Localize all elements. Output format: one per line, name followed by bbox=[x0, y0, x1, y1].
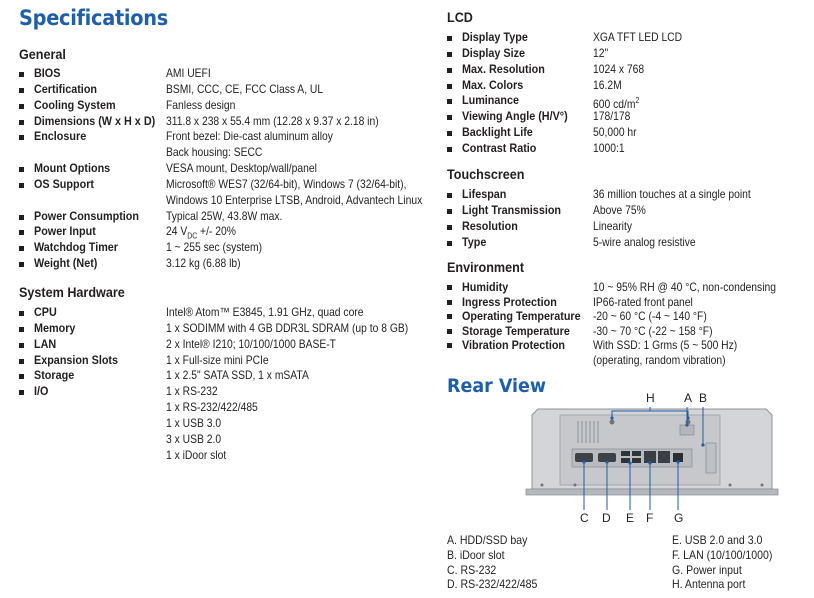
spec-value: 1024 x 768 bbox=[593, 61, 645, 76]
spec-label: Mount Options bbox=[34, 161, 111, 176]
spec-row bbox=[447, 203, 807, 219]
spec-row bbox=[447, 187, 807, 203]
bullet-icon bbox=[19, 183, 24, 188]
bullet-icon bbox=[19, 230, 24, 235]
spec-row bbox=[447, 280, 807, 295]
bullet-icon bbox=[19, 311, 24, 316]
spec-row bbox=[19, 98, 439, 114]
spec-value: 2 x Intel® I210; 10/100/1000 BASE-T bbox=[166, 336, 336, 351]
spec-row bbox=[447, 46, 807, 62]
spec-row bbox=[19, 224, 439, 240]
lcd-heading: LCD bbox=[447, 9, 473, 25]
callout-c: C bbox=[580, 511, 589, 525]
spec-label: Power Input bbox=[34, 224, 96, 239]
spec-row bbox=[447, 219, 807, 235]
spec-value: 50,000 hr bbox=[593, 125, 637, 140]
spec-row bbox=[19, 129, 439, 161]
spec-label: Power Consumption bbox=[34, 208, 140, 223]
spec-label: Expansion Slots bbox=[34, 352, 119, 367]
spec-value: 12" bbox=[593, 45, 609, 60]
spec-value: 36 million touches at a single point bbox=[593, 187, 751, 201]
spec-value: 1 x RS-232 1 x RS-232/422/485 1 x USB 3.0 3 x USB 2.0 1 x iDoor slot bbox=[166, 384, 258, 462]
spec-label: Light Transmission bbox=[462, 202, 562, 217]
screw bbox=[574, 484, 577, 487]
spec-value: Front bezel: Die-cast aluminum alloy Back housing: SECC bbox=[166, 129, 333, 160]
bullet-icon bbox=[19, 262, 24, 267]
bullet-icon bbox=[447, 131, 452, 136]
bullet-icon bbox=[447, 285, 452, 290]
spec-value: Microsoft® WES7 (32/64-bit), Windows 7 (32/64-bit), Windows 10 Enterprise LTSB, Android, Advantech Linux bbox=[166, 176, 423, 207]
spec-label: Luminance bbox=[462, 93, 520, 108]
spec-row bbox=[447, 338, 807, 367]
spec-value: Typical 25W, 43.8W max. bbox=[166, 208, 283, 223]
bullet-icon bbox=[19, 374, 24, 379]
spec-row bbox=[19, 321, 439, 337]
spec-value: VESA mount, Desktop/wall/panel bbox=[166, 161, 317, 176]
bullet-icon bbox=[447, 115, 452, 120]
spec-label: BIOS bbox=[34, 66, 61, 80]
spec-row bbox=[447, 30, 807, 46]
spec-row bbox=[19, 240, 439, 256]
spec-value: 16.2M bbox=[593, 77, 622, 92]
spec-value: 1 ~ 255 sec (system) bbox=[166, 240, 263, 255]
spec-label: Max. Resolution bbox=[462, 61, 545, 76]
callout-h: H bbox=[646, 391, 655, 405]
spec-row bbox=[447, 235, 807, 251]
spec-row bbox=[19, 256, 439, 272]
spec-row bbox=[19, 337, 439, 353]
bullet-icon bbox=[447, 225, 452, 230]
spec-label: Display Type bbox=[462, 30, 528, 44]
spec-label: Vibration Protection bbox=[462, 338, 566, 353]
general-heading: General bbox=[19, 46, 66, 62]
bullet-icon bbox=[19, 135, 24, 140]
spec-label: OS Support bbox=[34, 176, 95, 191]
spec-value: 1 x SODIMM with 4 GB DDR3L SDRAM (up to 8 GB) bbox=[166, 320, 409, 335]
bullet-icon bbox=[447, 147, 452, 152]
lan-port-1 bbox=[644, 451, 656, 463]
spec-row bbox=[447, 324, 807, 339]
bullet-icon bbox=[19, 343, 24, 348]
spec-value: 600 $cd/m^2$ bbox=[593, 96, 640, 112]
bullet-icon bbox=[19, 359, 24, 364]
spec-label: Operating Temperature bbox=[462, 309, 581, 324]
rear-view-heading: Rear View bbox=[447, 375, 547, 397]
spec-label: Memory bbox=[34, 320, 76, 335]
spec-value: 5-wire analog resistive bbox=[593, 234, 696, 249]
spec-label: Backlight Life bbox=[462, 125, 533, 140]
bullet-icon bbox=[447, 36, 452, 41]
bullet-icon bbox=[447, 68, 452, 73]
legend-item: H. Antenna port bbox=[672, 577, 746, 592]
spec-value: Intel® Atom™ E3845, 1.91 GHz, quad core bbox=[166, 305, 364, 319]
legend-item: B. iDoor slot bbox=[447, 547, 505, 562]
screw bbox=[541, 484, 544, 487]
environment-heading: Environment bbox=[447, 259, 525, 275]
spec-label: Storage bbox=[34, 368, 75, 383]
touchscreen-spec-list bbox=[447, 187, 807, 250]
spec-row bbox=[447, 78, 807, 94]
spec-value: -30 ~ 70 °C (-22 ~ 158 °F) bbox=[593, 323, 713, 338]
bullet-icon bbox=[19, 246, 24, 251]
general-spec-list bbox=[19, 66, 439, 272]
spec-label: Contrast Ratio bbox=[462, 140, 537, 155]
bullet-icon bbox=[19, 390, 24, 395]
legend-item: F. LAN (10/100/1000) bbox=[672, 547, 773, 562]
spec-row bbox=[19, 114, 439, 130]
bullet-icon bbox=[447, 193, 452, 198]
spec-row bbox=[447, 62, 807, 78]
bullet-icon bbox=[447, 343, 452, 348]
spec-label: Weight (Net) bbox=[34, 256, 98, 271]
bullet-icon bbox=[447, 314, 452, 319]
spec-label: Humidity bbox=[462, 280, 509, 294]
spec-value: -20 ~ 60 °C (-4 ~ 140 °F) bbox=[593, 309, 707, 324]
spec-label: Watchdog Timer bbox=[34, 240, 119, 255]
spec-row bbox=[447, 141, 807, 157]
spec-row bbox=[19, 66, 439, 82]
screw bbox=[761, 484, 764, 487]
spec-value: BSMI, CCC, CE, FCC Class A, UL bbox=[166, 81, 324, 96]
page-title: Specifications bbox=[19, 6, 168, 30]
legend-item: G. Power input bbox=[672, 562, 742, 577]
bullet-icon bbox=[447, 300, 452, 305]
panel-bezel bbox=[526, 489, 778, 495]
touchscreen-heading: Touchscreen bbox=[447, 166, 525, 182]
spec-label: Resolution bbox=[462, 218, 518, 233]
spec-label: CPU bbox=[34, 305, 57, 319]
lan-port-2 bbox=[658, 451, 670, 463]
bullet-icon bbox=[447, 241, 452, 246]
spec-row bbox=[19, 305, 439, 321]
callout-f: F bbox=[646, 511, 654, 525]
spec-value: Fanless design bbox=[166, 97, 236, 112]
callout-e: E bbox=[626, 511, 635, 525]
bullet-icon bbox=[447, 329, 452, 334]
spec-row bbox=[19, 384, 439, 463]
spec-label: Storage Temperature bbox=[462, 323, 570, 338]
spec-value: With SSD: 1 Grms (5 ~ 500 Hz) (operating, random vibration) bbox=[593, 338, 738, 367]
screw bbox=[729, 484, 732, 487]
spec-value: XGA TFT LED LCD bbox=[593, 30, 683, 44]
bullet-icon bbox=[447, 84, 452, 89]
spec-row bbox=[19, 353, 439, 369]
spec-value: 1 x Full-size mini PCIe bbox=[166, 352, 269, 367]
spec-value: IP66-rated front panel bbox=[593, 294, 693, 309]
callout-a: A bbox=[684, 391, 693, 405]
callout-d: D bbox=[602, 511, 611, 525]
idoor-slot bbox=[706, 443, 716, 473]
spec-row bbox=[19, 161, 439, 177]
spec-label: Type bbox=[462, 234, 487, 249]
environment-spec-list bbox=[447, 280, 807, 368]
spec-label: Max. Colors bbox=[462, 77, 524, 92]
spec-value: AMI UEFI bbox=[166, 66, 211, 80]
spec-value: Above 75% bbox=[593, 202, 646, 217]
rear-legend-right bbox=[672, 533, 772, 592]
bullet-icon bbox=[19, 72, 24, 77]
bullet-icon bbox=[19, 104, 24, 109]
spec-row bbox=[19, 368, 439, 384]
bullet-icon bbox=[447, 52, 452, 57]
spec-row bbox=[19, 209, 439, 225]
bullet-icon bbox=[19, 88, 24, 93]
callout-g: G bbox=[674, 511, 684, 525]
spec-row bbox=[447, 109, 807, 125]
spec-label: Ingress Protection bbox=[462, 294, 557, 309]
antenna-port-1 bbox=[610, 420, 615, 425]
spec-row bbox=[447, 309, 807, 324]
spec-value: 24 $V_{DC}$ +/- 20% bbox=[166, 224, 236, 241]
rear-view-diagram bbox=[520, 385, 780, 525]
lcd-spec-list bbox=[447, 30, 807, 157]
usb-port-4 bbox=[632, 458, 641, 463]
spec-label: Viewing Angle (H/V°) bbox=[462, 109, 568, 124]
bullet-icon bbox=[447, 99, 452, 104]
spec-value: 178/178 bbox=[593, 109, 631, 124]
system-hardware-spec-list bbox=[19, 305, 439, 463]
spec-label: I/O bbox=[34, 384, 49, 399]
spec-label: Dimensions (W x H x D) bbox=[34, 113, 156, 128]
rear-legend-left bbox=[447, 533, 537, 592]
spec-value: 1 x 2.5" SATA SSD, 1 x mSATA bbox=[166, 368, 309, 383]
spec-row bbox=[447, 93, 807, 112]
spec-label: Display Size bbox=[462, 45, 526, 60]
legend-item: E. USB 2.0 and 3.0 bbox=[672, 533, 763, 547]
spec-value: 1000:1 bbox=[593, 140, 625, 155]
spec-value: 10 ~ 95% RH @ 40 °C, non-condensing bbox=[593, 280, 776, 294]
spec-label: LAN bbox=[34, 336, 57, 351]
spec-row bbox=[447, 295, 807, 310]
spec-value: 311.8 x 238 x 55.4 mm (12.28 x 9.37 x 2.18 in) bbox=[166, 113, 379, 128]
usb-port-3 bbox=[632, 451, 641, 456]
bullet-icon bbox=[19, 167, 24, 172]
legend-item: C. RS-232 bbox=[447, 562, 497, 577]
spec-label: Certification bbox=[34, 81, 98, 96]
bullet-icon bbox=[19, 215, 24, 220]
spec-value: Linearity bbox=[593, 218, 633, 233]
legend-item: A. HDD/SSD bay bbox=[447, 533, 528, 547]
bullet-icon bbox=[19, 120, 24, 125]
usb-port-1 bbox=[621, 451, 630, 456]
spec-label: Lifespan bbox=[462, 187, 507, 201]
spec-row bbox=[19, 82, 439, 98]
system-hardware-heading: System Hardware bbox=[19, 284, 125, 300]
spec-label: Cooling System bbox=[34, 97, 116, 112]
spec-row bbox=[19, 177, 439, 209]
legend-item: D. RS-232/422/485 bbox=[447, 577, 538, 592]
bullet-icon bbox=[447, 209, 452, 214]
spec-value: 3.12 kg (6.88 lb) bbox=[166, 256, 241, 271]
spec-row bbox=[447, 125, 807, 141]
spec-label: Enclosure bbox=[34, 129, 87, 144]
callout-b: B bbox=[699, 391, 708, 405]
bullet-icon bbox=[19, 327, 24, 332]
